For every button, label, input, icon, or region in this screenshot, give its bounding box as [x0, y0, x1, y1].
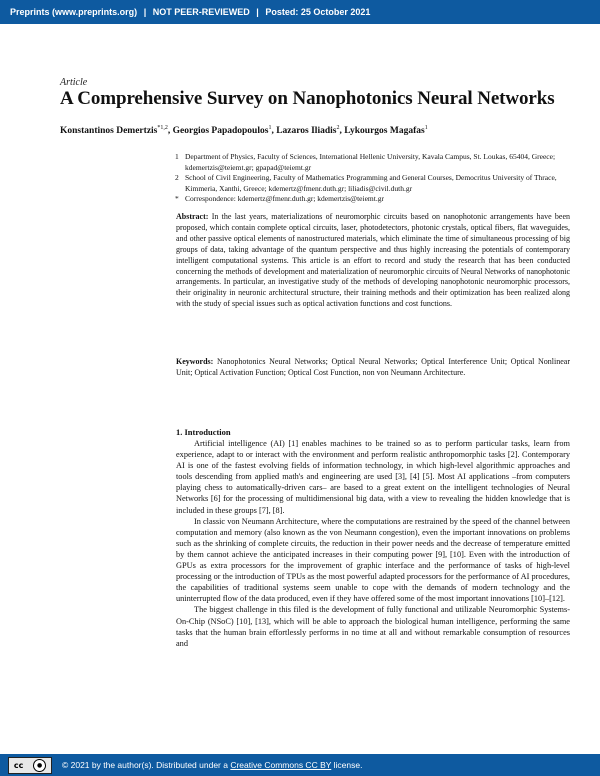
license-suffix: license.: [331, 760, 363, 770]
by-person-icon: ●: [33, 759, 46, 772]
correspondence-marker: *: [175, 194, 179, 203]
paragraph: The biggest challenge in this filed is the development of fully functional and utilizable Neuromorphic Systems-On-Chip (NSoC) [10], [13], which will be able to approach the biological human intelligence, performing the same tasks that the human brain effortlessly performs in no time at all and without remarkable consumption of resources and: [176, 605, 570, 648]
header-separator: |: [143, 7, 147, 17]
affiliations: [175, 152, 570, 205]
license-footer-bar: [0, 754, 600, 776]
affiliation-item: [175, 152, 570, 173]
author-affiliation-marker: 1: [268, 125, 272, 131]
header-review-status: NOT PEER-REVIEWED: [152, 7, 250, 17]
section-heading: 1. Introduction: [176, 427, 231, 437]
correspondence-text: Correspondence: kdemertz@fmenr.duth.gr; kdemertzis@teiemt.gr: [185, 194, 384, 203]
introduction-body: [176, 438, 570, 649]
header-posted-date: Posted: 25 October 2021: [265, 7, 371, 17]
affiliation-text: School of Civil Engineering, Faculty of Mathematics Programming and General Courses, Democritus University of Thrace, Kimmeria, Xanthi, Greece; kdemertz@fmenr.duth.gr; liliadis@civil.duth.gr: [185, 173, 557, 193]
keywords-text: Nanophotonics Neural Networks; Optical Neural Networks; Optical Interference Unit; Optical Nonlinear Unit; Optical Activation Function; Optical Cost Function, non von Neumann Architecture.: [176, 357, 570, 377]
correspondence-item: [175, 194, 570, 205]
keywords: [176, 357, 570, 379]
paragraph: Artificial intelligence (AI) [1] enables machines to be trained so as to perform particular tasks, learn from experience, adapt to or interact with the environment and perform realistic anthropomorphic tasks [2]. Contemporary AI is one of the fastest evolving fields of information technology, in which high-level algorithmic approaches and tools descending from applied math's and engineering are used [3], [4] [5]. Most AI applications –from computers playing chess to automatically-driven cars– are based to a great extent on the intelligent technologies of Neural Networks [6] for the processing of multidimensional big data, with a view to revealing the hidden knowledge that is included in these groups [7], [8].: [176, 439, 570, 515]
abstract-label: Abstract:: [176, 212, 209, 221]
author-list: Konstantinos Demertzis$^{*1,2}$, Georgios Papadopoulos$^1$, Lazaros Iliadis$^2$, Lykourgos Magafas$^1$: [60, 125, 428, 137]
cc-license-badge[interactable]: [8, 757, 52, 774]
author-name: Georgios Papadopoulos: [172, 126, 269, 137]
author-name: Lykourgos Magafas: [344, 126, 425, 137]
affiliation-number: 2: [175, 173, 179, 182]
affiliation-text: Department of Physics, Faculty of Sciences, International Hellenic University, Kavala Campus, St. Loukas, 65404, Greece; kdemertzis@teiemt.gr; gpapad@teiemt.gr: [185, 152, 556, 172]
header-site-link[interactable]: Preprints (www.preprints.org): [10, 7, 138, 17]
cc-text: cc: [13, 761, 24, 770]
license-statement: [62, 754, 362, 776]
affiliation-number: 1: [175, 152, 179, 161]
abstract-text: In the last years, materializations of neuromorphic circuits based on nanophotonic arrangements have been proposed, which contain complete optical circuits, laser, photodetectors, photonic crystals, optical fibers, flat waveguides, and other passive optical elements of nanostructured materials, which eliminate the time of simultaneous processing of big groups of data, taking advantage of the quantum perspective and thus highly increasing the potentials of contemporary intelligent computational systems. This article is an effort to record and study the research that has been conducted concerning the methods of development and materialization of neuromorphic circuits of Neural Networks of nanophotonic arrangements. In particular, an investigative study of the methods of developing nanophotonic neuromorphic processors, their originality in neuronic architectural structure, their training methods and their optimization has been realized along with the study of special issues such as optical activation functions and cost functions.: [176, 212, 571, 309]
article-type: Article: [60, 77, 88, 88]
paragraph: In classic von Neumann Architecture, where the computations are restrained by the speed of the channel between computation and memory (also known as the von Neumann congestion), even the important innovations on problems such as the shrinking of complete circuits, the reduction in their power needs and the decrease of temperature emitted by them cannot achieve the anticipated increases in their computing power [9], [10]. Even with the introduction of GPUs as extra processors for the improvement of graphic interface and the performance of tasks of high-level processing or the introduction of TPUs as the most powerful adapted processors for the performance of AI procedures, the capabilities of traditional systems seem unable to cope with the demands of modern technology and the uninterrupted flow of the data produced, even if they have offered some of the most important innovations [10]–[12].: [176, 516, 570, 604]
author-affiliation-marker: *1,2: [157, 125, 168, 131]
author-name: Konstantinos Demertzis: [60, 126, 158, 137]
paper-title: A Comprehensive Survey on Nanophotonics Neural Networks: [60, 88, 555, 109]
affiliation-item: [175, 173, 570, 194]
author-name: Lazaros Iliadis: [276, 126, 337, 137]
author-affiliation-marker: 1: [424, 125, 428, 131]
abstract: [176, 212, 570, 310]
preprint-header-bar: [0, 0, 600, 24]
keywords-label: Keywords:: [176, 357, 214, 366]
license-prefix: © 2021 by the author(s). Distributed under a: [62, 760, 231, 770]
header-separator: |: [256, 7, 259, 17]
author-affiliation-marker: 2: [336, 125, 340, 131]
license-link[interactable]: Creative Commons CC BY: [230, 760, 332, 770]
